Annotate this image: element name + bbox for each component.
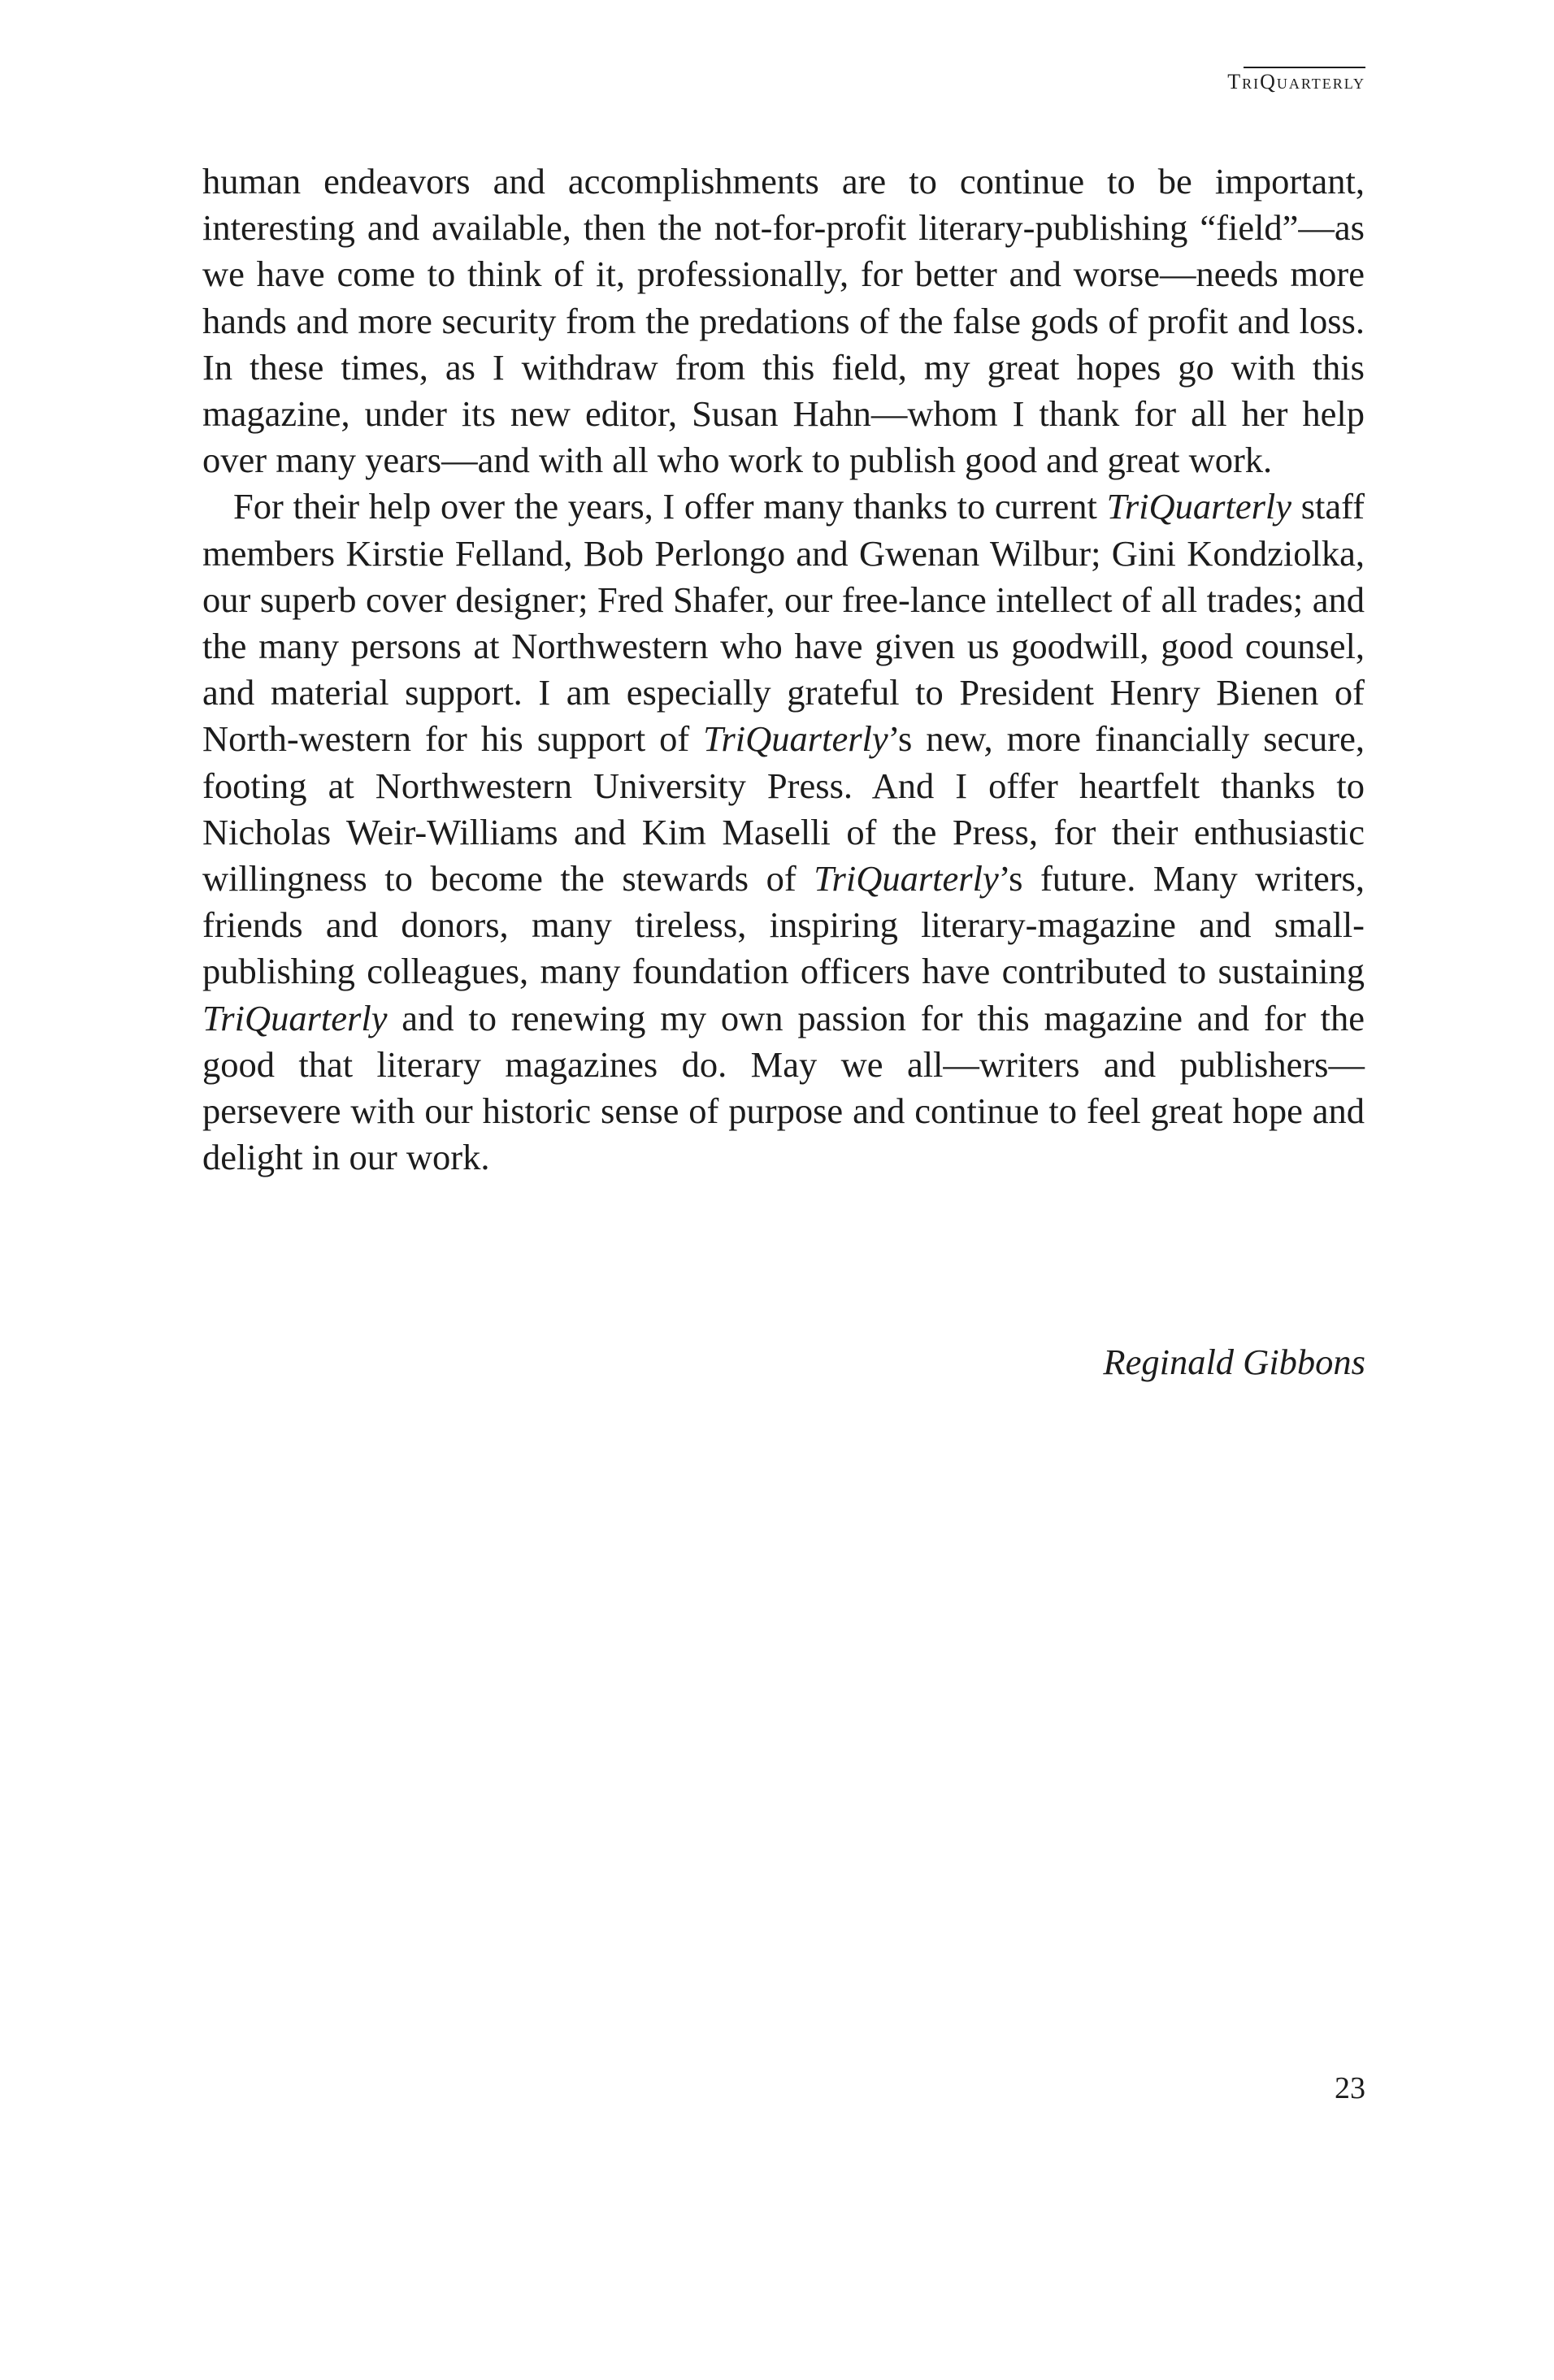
- running-head: TriQuarterly: [1227, 70, 1365, 98]
- magazine-title-italic: TriQuarterly: [202, 997, 388, 1038]
- paragraph-1: [202, 158, 1365, 483]
- paragraph-2-text: ’s new, more financially secure, footing at Northwestern University Press. And I offer heartfelt thanks to Nicholas Weir-Williams and Kim Maselli of the Press, for their enthusiastic willingness to become the stewards of: [202, 718, 1365, 900]
- article-body: [202, 158, 1365, 1181]
- magazine-title-italic: TriQuarterly: [814, 858, 999, 900]
- paragraph-2: [202, 483, 1365, 1181]
- paragraph-2-text: ’s future. Many writers, friends and donors, many tireless, inspiring literary-magazine and small-publishing colleagues, many foundation officers have contributed to sustaining: [202, 858, 1365, 992]
- page-number: 23: [1335, 2071, 1365, 2105]
- author-signature: Reginald Gibbons: [1103, 1342, 1365, 1382]
- magazine-title-italic: TriQuarterly: [703, 718, 888, 760]
- paragraph-2-text: For their help over the years, I offer many thanks to current: [233, 486, 1107, 527]
- paragraph-2-text: staff members Kirstie Felland, Bob Perlongo and Gwenan Wilbur; Gini Kondziolka, our superb cover designer; Fred Shafer, our free-lance intellect of all trades; and the many persons at Northwestern who have given us goodwill, good counsel, and material support. I am especially grateful to President Henry Bienen of North-western for his support of: [202, 486, 1365, 760]
- paragraph-1-text: human endeavors and accomplishments are to continue to be important, interesting and available, then the not-for-profit literary-publishing “field”—as we have come to think of it, professionally, for better and worse—needs more hands and more security from the predations of the false gods of profit and loss. In these times, as I withdraw from this field, my great hopes go with this magazine, under its new editor, Susan Hahn—whom I thank for all her help over many years—and with all who work to publish good and great work.: [202, 161, 1365, 481]
- paragraph-2-text: and to renewing my own passion for this magazine and for the good that literary magazines do. May we all—writers and publishers—persevere with our historic sense of purpose and continue to feel great hope and delight in our work.: [202, 997, 1365, 1178]
- magazine-title-italic: TriQuarterly: [1106, 486, 1292, 527]
